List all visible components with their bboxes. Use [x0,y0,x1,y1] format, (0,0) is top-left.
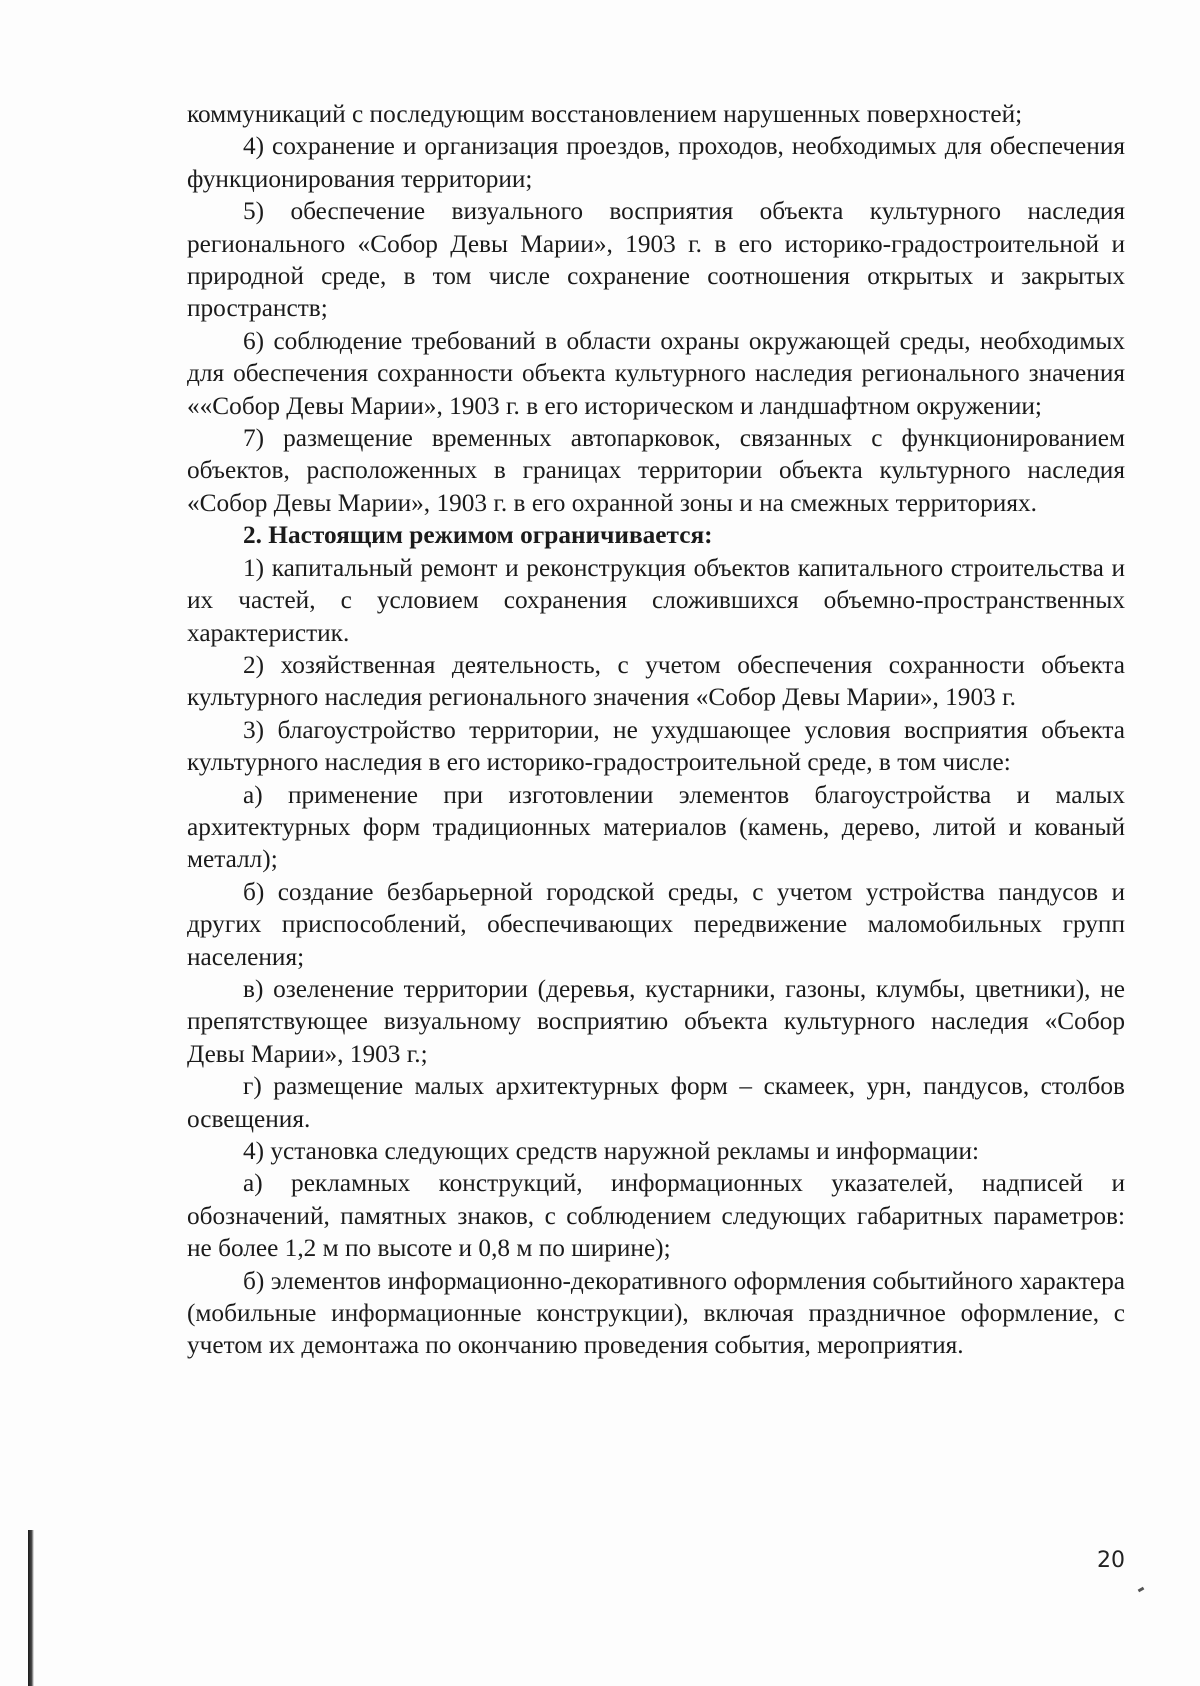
paragraph-subitem-b-decorative: б) элементов информационно-декоративного оформления событийного характера (мобильные информационные конструкции), включая праздничное оформление, с учетом их демонтажа по окончанию проведения события, мероприятия. [187,1266,1125,1360]
page-number: 20 [1097,1548,1125,1573]
document-body [187,98,1125,1362]
scan-artifact-mark [1138,1587,1145,1593]
paragraph-subitem-v-greening: в) озеленение территории (деревья, кустарники, газоны, клумбы, цветники), не препятствующее визуальному восприятию объекта культурного наследия «Собор Девы Марии», 1903 г.; [187,974,1125,1068]
paragraph-item-2-economic-activity: 2) хозяйственная деятельность, с учетом обеспечения сохранности объекта культурного наследия регионального значения «Собор Девы Марии», 1903 г. [187,650,1125,712]
paragraph-subitem-a-signage: а) рекламных конструкций, информационных указателей, надписей и обозначений, памятных знаков, с соблюдением следующих габаритных параметров: не более 1,2 м по высоте и 0,8 м по ширине); [187,1169,1125,1263]
scan-edge-mark [28,1530,34,1686]
paragraph-item-4-passages: 4) сохранение и организация проездов, проходов, необходимых для обеспечения функционирования территории; [187,132,1125,193]
paragraph-subitem-a-materials: а) применение при изготовлении элементов благоустройства и малых архитектурных форм традиционных материалов (камень, дерево, литой и кованый металл); [187,780,1125,874]
paragraph-continuation: коммуникаций с последующим восстановлением нарушенных поверхностей; [187,100,1023,128]
paragraph-item-7-parking: 7) размещение временных автопарковок, связанных с функционированием объектов, расположенных в границах территории объекта культурного наследия «Собор Девы Марии», 1903 г. в его охранной зоны и на смежных территориях. [187,424,1125,517]
paragraph-subitem-g-small-forms: г) размещение малых архитектурных форм – скамеек, урн, пандусов, столбов освещения. [187,1072,1125,1133]
paragraph-item-4-advertising: 4) установка следующих средств наружной рекламы и информации: [243,1137,980,1165]
paragraph-subitem-b-barrier-free: б) создание безбарьерной городской среды, с учетом устройства пандусов и других приспособлений, обеспечивающих передвижение маломобильных групп населения; [187,877,1125,971]
paragraph-item-6-environment: 6) соблюдение требований в области охраны окружающей среды, необходимых для обеспечения сохранности объекта культурного наследия регионального значения ««Собор Девы Марии», 1903 г. в его историческом и ландшафтном окружении; [187,326,1125,420]
paragraph-item-3-landscaping: 3) благоустройство территории, не ухудшающее условия восприятия объекта культурного наследия в его историко-градостроительной среде, в том числе: [187,715,1125,777]
section-heading-restrictions: 2. Настоящим режимом ограничивается: [243,521,713,550]
paragraph-item-1-renovation: 1) капитальный ремонт и реконструкция объектов капитального строительства и их частей, с условием сохранения сложившихся объемно-пространственных характеристик. [187,553,1125,647]
paragraph-item-5-visual-perception: 5) обеспечение визуального восприятия объекта культурного наследия регионального «Собор Девы Марии», 1903 г. в его историко-градостроительной и природной среде, в том числе сохранение соотношения открытых и закрытых пространств; [187,197,1125,323]
